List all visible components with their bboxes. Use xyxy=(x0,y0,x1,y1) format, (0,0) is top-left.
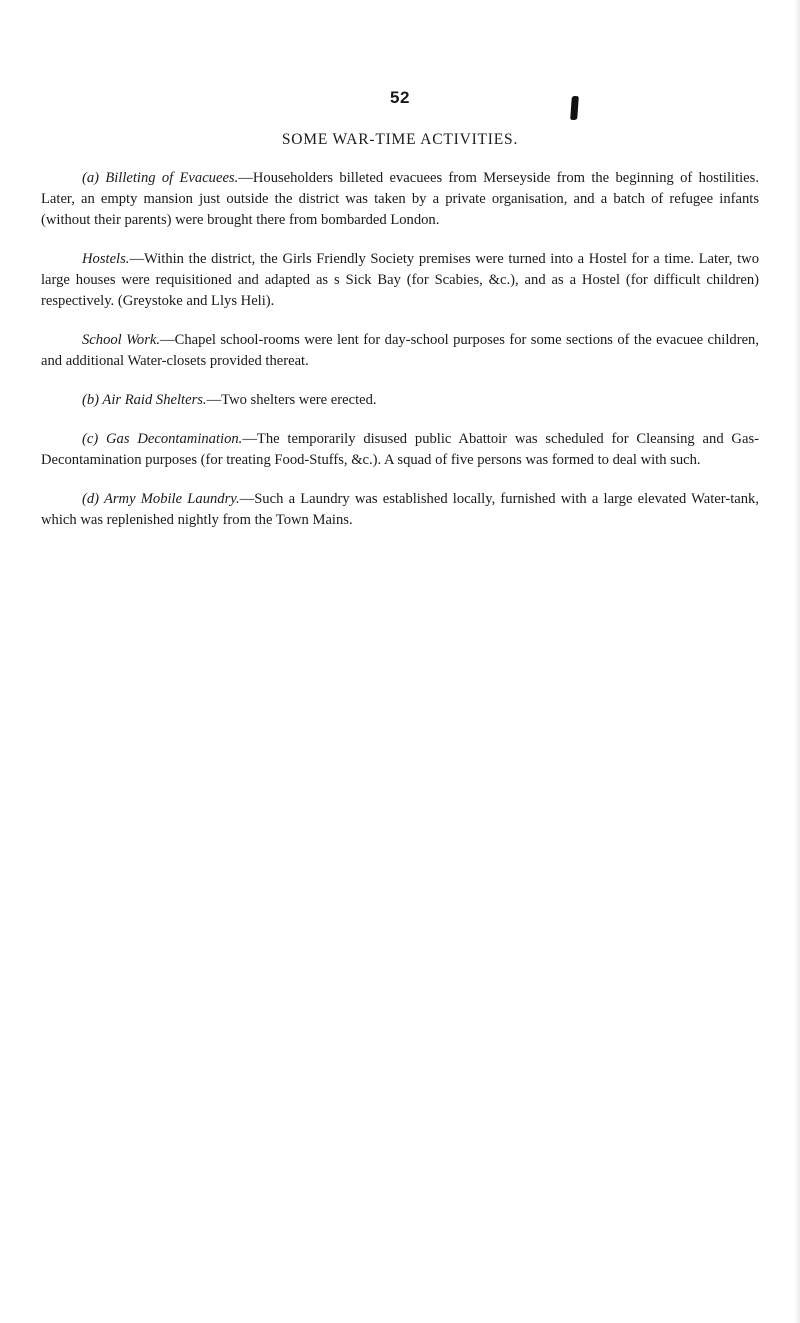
paragraph-school-work xyxy=(41,330,759,372)
paragraph-lead: (a) Billeting of Evacuees. xyxy=(82,170,239,186)
page-edge-shadow xyxy=(794,0,800,1323)
paragraph-text: —Householders billeted evacuees from Merseyside from the beginning of hostilities. Later, an empty mansion just outside the district was taken by a private organisation, and a batch of refugee infants (without their parents) were brought there from bombarded London. xyxy=(41,170,759,228)
page-number: 52 xyxy=(390,88,410,107)
paragraph-text: —Within the district, the Girls Friendly Society premises were turned into a Hostel for a time. Later, two large houses were requisitioned and adapted as s Sick Bay (for Scabies, &c.), and as a Hostel (for difficult children) respectively. (Greystoke and Llys Heli). xyxy=(41,251,759,309)
paragraph-text: —The temporarily disused public Abattoir was scheduled for Cleansing and Gas-Decontamination purposes (for treating Food-Stuffs, &c.). A squad of five persons was formed to deal with such. xyxy=(41,431,759,468)
paragraph-air-raid-shelters xyxy=(41,390,759,411)
paragraph-text: —Two shelters were erected. xyxy=(206,392,377,408)
paragraph-text: —Such a Laundry was established locally, furnished with a large elevated Water-tank, which was replenished nightly from the Town Mains. xyxy=(41,491,759,528)
paragraph-lead: (c) Gas Decontamination. xyxy=(82,431,243,447)
paragraph-lead: (b) Air Raid Shelters. xyxy=(82,392,207,408)
paragraph-lead: Hostels. xyxy=(82,251,130,267)
paragraph-text: —Chapel school-rooms were lent for day-school purposes for some sections of the evacuee children, and additional Water-closets provided thereat. xyxy=(41,332,759,369)
page-heading: SOME WAR-TIME ACTIVITIES. xyxy=(281,131,519,148)
paragraph-billeting xyxy=(41,168,759,231)
paragraph-lead: (d) Army Mobile Laundry. xyxy=(82,491,240,507)
paragraph-hostels xyxy=(41,249,759,312)
paragraph-gas-decontamination xyxy=(41,429,759,471)
paragraph-lead: School Work. xyxy=(82,332,161,348)
body-content xyxy=(41,168,759,549)
paragraph-army-mobile-laundry xyxy=(41,489,759,531)
ink-blot-mark xyxy=(570,96,579,120)
